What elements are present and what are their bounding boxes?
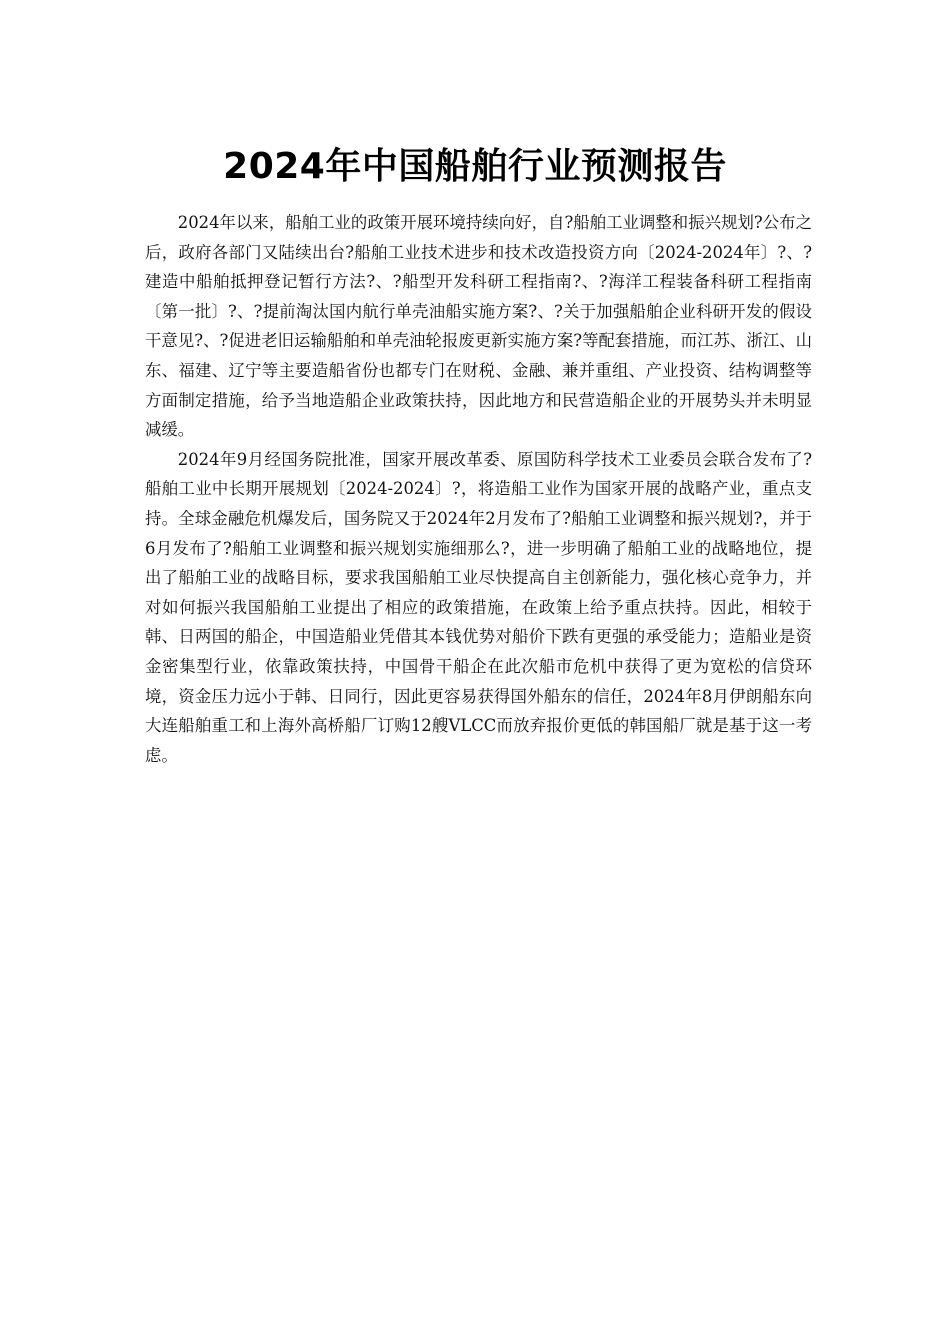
paragraph-2: 2024年9月经国务院批准，国家开展改革委、原国防科学技术工业委员会联合发布了?船舶工业中长期开展规划〔2024-2024〕?，将造船工业作为国家开展的战略产业，重点支持。全球金融危机爆发后，国务院又于2024年2月发布了?船舶工业调整和振兴规划?，并于6月发布了?船舶工业调整和振兴规划实施细那么?，进一步明确了船舶工业的战略地位，提出了船舶工业的战略目标，要求我国船舶工业尽快提高自主创新能力，强化核心竞争力，并对如何振兴我国船舶工业提出了相应的政策措施，在政策上给予重点扶持。因此，相较于韩、日两国的船企，中国造船业凭借其本钱优势对船价下跌有更强的承受能力；造船业是资金密集型行业，依靠政策扶持，中国骨干船企在此次船市危机中获得了更为宽松的信贷环境，资金压力远小于韩、日同行，因此更容易获得国外船东的信任，2024年8月伊朗船东向大连船舶重工和上海外高桥船厂订购12艘VLCC而放弃报价更低的韩国船厂就是基于这一考虑。 <box>145 449 812 765</box>
document-body <box>145 208 812 770</box>
page-title: 2024年中国船舶行业预测报告 <box>223 146 727 187</box>
paragraph-1: 2024年以来，船舶工业的政策开展环境持续向好，自?船舶工业调整和振兴规划?公布之后，政府各部门又陆续出台?船舶工业技术进步和技术改造投资方向〔2024-2024年〕?、?建造中船舶抵押登记暂行方法?、?船型开发科研工程指南?、?海洋工程装备科研工程指南〔第一批〕?、?提前淘汰国内航行单壳油船实施方案?、?关于加强船舶企业科研开发的假设干意见?、?促进老旧运输船舶和单壳油轮报废更新实施方案?等配套措施，而江苏、浙江、山东、福建、辽宁等主要造船省份也都专门在财税、金融、兼并重组、产业投资、结构调整等方面制定措施，给予当地造船企业政策扶持，因此地方和民营造船企业的开展势头并未明显减缓。 <box>145 213 812 440</box>
